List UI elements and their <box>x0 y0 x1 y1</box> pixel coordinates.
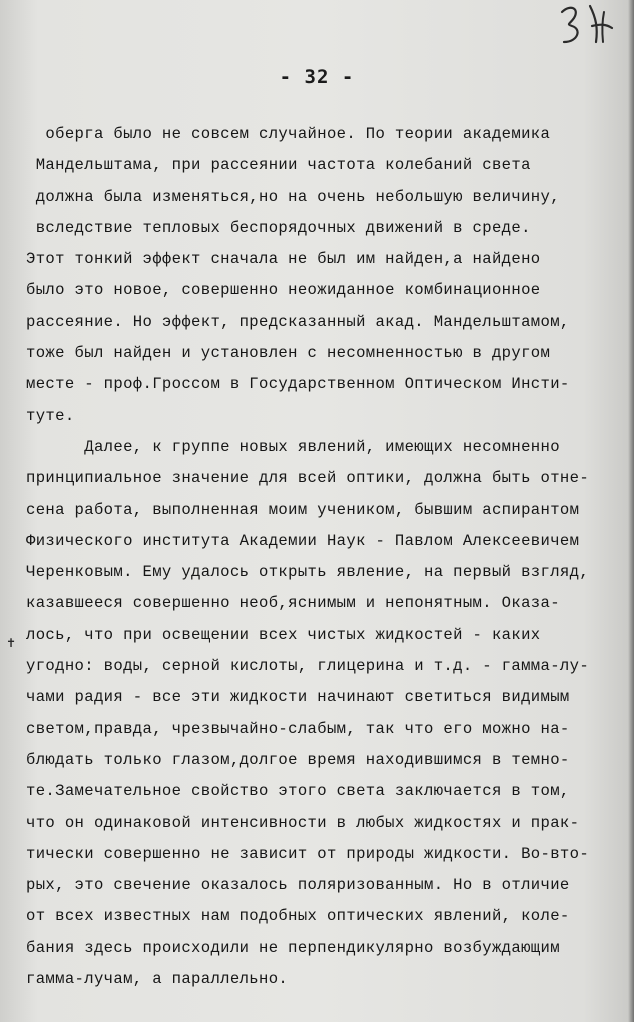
text-line: лось, что при освещении всех чистых жидкостей - каких <box>26 625 541 644</box>
handwritten-page-number <box>556 2 614 46</box>
text-line: что он одинаковой интенсивности в любых жидкостях и прак- <box>26 813 580 832</box>
margin-mark: ✝ <box>6 636 17 650</box>
text-line: принципиальное значение для всей оптики, должна быть отне- <box>26 469 590 488</box>
text-line: было это новое, совершенно неожиданное комбинационное <box>26 281 541 300</box>
text-line: от всех известных нам подобных оптических явлений, коле- <box>26 907 570 926</box>
text-line: тоже был найден и установлен с несомненностью в другом <box>26 344 551 363</box>
text-line: туте. <box>26 406 75 425</box>
text-line: Мандельштама, при рассеянии частота колебаний света <box>26 156 531 175</box>
text-line: рассеяние. Но эффект, предсказанный акад. Мандельштамом, <box>26 312 570 331</box>
text-line: Физического института Академии Наук - Павлом Алексеевичем <box>26 531 580 550</box>
text-line: светом,правда, чрезвычайно-слабым, так что его можно на- <box>26 719 570 738</box>
text-line: угодно: воды, серной кислоты, глицерина и т.д. - гамма-лу- <box>26 657 590 676</box>
text-line: вследствие тепловых беспорядочных движений в среде. <box>26 218 531 237</box>
text-line: Далее, к группе новых явлений, имеющих несомненно <box>26 437 560 456</box>
text-line: месте - проф.Гроссом в Государственном Оптическом Инсти- <box>26 375 570 394</box>
text-line: оберга было не совсем случайное. По теории академика <box>26 125 551 143</box>
page-number: - 32 - <box>279 66 355 88</box>
text-line: Черенковым. Ему удалось открыть явление, на первый взгляд, <box>26 563 590 582</box>
text-line: казавшееся совершенно необ,яснимым и непонятным. Оказа- <box>26 594 560 613</box>
text-line: те.Замечательное свойство этого света заключается в том, <box>26 782 570 801</box>
text-line: блюдать только глазом,долгое время находившимся в темно- <box>26 750 570 769</box>
text-line: чами радия - все эти жидкости начинают светиться видимым <box>26 688 570 707</box>
text-line: рых, это свечение оказалось поляризованным. Но в отличие <box>26 876 570 895</box>
text-line: гамма-лучам, а параллельно. <box>26 970 289 989</box>
text-line: Этот тонкий эффект сначала не был им найден,а найдено <box>26 250 541 269</box>
text-line: должна была изменяться,но на очень небольшую величину, <box>26 187 560 206</box>
text-line: бания здесь происходили не перпендикулярно возбуждающим <box>26 938 560 957</box>
text-line: сена работа, выполненная моим учеником, бывшим аспирантом <box>26 500 580 519</box>
body-text <box>26 119 630 995</box>
text-line: тически совершенно не зависит от природы жидкости. Во-вто- <box>26 844 590 863</box>
